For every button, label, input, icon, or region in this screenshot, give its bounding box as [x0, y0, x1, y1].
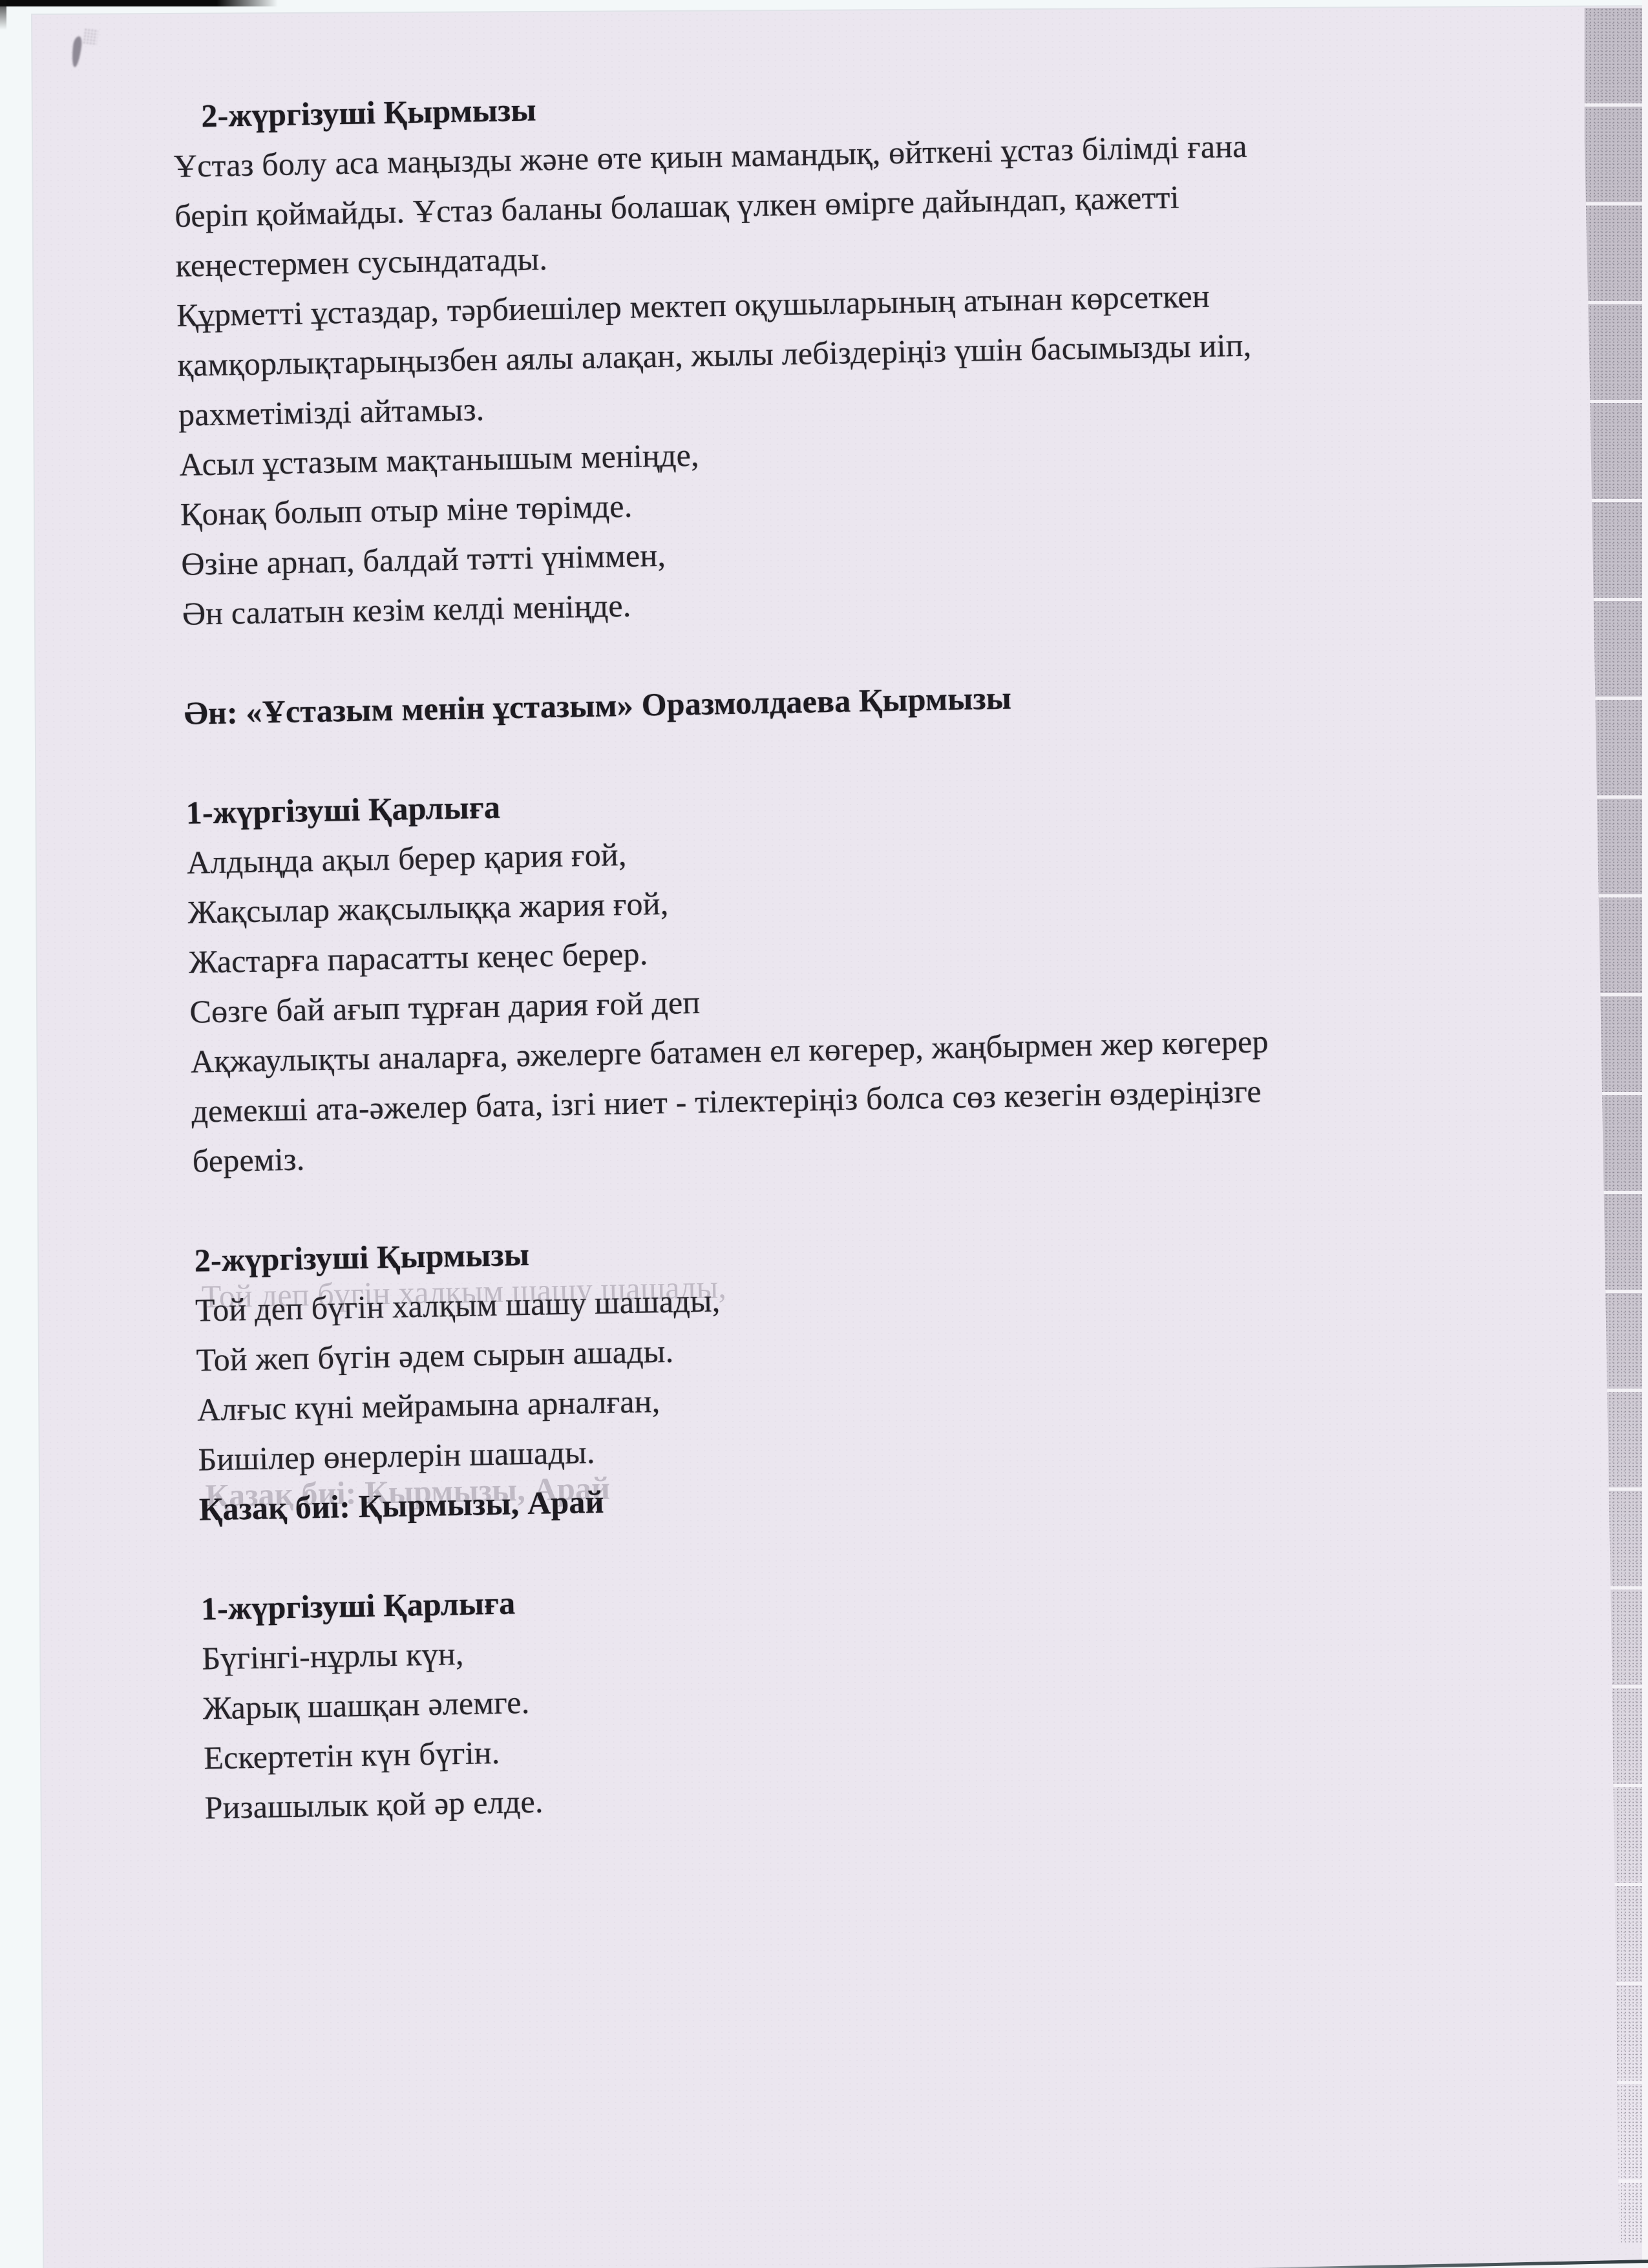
scanner-corner-artifact: [0, 0, 6, 30]
text-line: Жарық шашқан әлемге.: [202, 1684, 530, 1727]
heading-line: Қазақ биі: Қырмызы, Арай: [198, 1483, 605, 1528]
text-line: кеңестермен сусындатады.: [175, 240, 548, 284]
text-line: Ескертетін күн бүгін.: [203, 1734, 500, 1776]
text-line: Алдыңда ақыл берер қария ғой,: [186, 835, 628, 881]
text-line: Өзіне арнап, балдай тәтті үніммен,: [180, 536, 666, 582]
document-text: [173, 64, 1648, 1833]
text-line: қамқорлықтарыңызбен аялы алақан, жылы лебіздеріңіз үшін басымызды иіп,: [177, 326, 1252, 383]
text-line: Ақжаулықты аналарға, әжелерге батамен ел көгерер, жаңбырмен жер көгерер: [190, 1023, 1269, 1080]
heading-line: 2-жүргізуші Қырмызы: [194, 1235, 530, 1279]
text-line: Жастарға парасатты кеңес берер.: [188, 935, 648, 980]
text-line: Ән салатын кезім келді меніңде.: [182, 587, 631, 632]
text-line: демекші ата-әжелер бата, ізгі ниет - тілектеріңіз болса сөз кезегін өздеріңізге: [191, 1073, 1262, 1129]
text-line: Той деп бүгін халқым шашу шашады,: [195, 1282, 721, 1328]
text-line: Бишілер өнерлерін шашады.: [198, 1434, 595, 1478]
text-line: Құрметті ұстаздар, тәрбиешілер мектеп оқушыларының атынан көрсеткен: [176, 277, 1210, 333]
text-line: Алғыс күні мейрамына арналған,: [196, 1383, 660, 1428]
text-line: беріп қоймайды. Ұстаз баланы болашақ үлкен өмірге дайындап, қажетті: [174, 178, 1180, 234]
text-line: Той жеп бүгін әдем сырын ашады.: [196, 1332, 674, 1378]
text-line: Сөзге бай ағып тұрған дария ғой деп: [189, 983, 701, 1030]
text-line: береміз.: [192, 1140, 305, 1179]
scanner-top-edge-artifact: [0, 0, 278, 6]
heading-line: 2-жүргізуші Қырмызы: [200, 91, 537, 134]
text-line: рахметімізді айтамыз.: [178, 390, 485, 433]
document-page: [32, 6, 1648, 2268]
text-line: Жақсылар жақсылыққа жария ғой,: [187, 885, 669, 930]
heading-line: 1-жүргізуші Қарлыға: [200, 1584, 516, 1627]
heading-line: 1-жүргізуші Қарлыға: [185, 788, 501, 831]
scan-right-margin: [1642, 0, 1648, 2268]
text-line: Бүгінгі-нұрлы күн,: [201, 1635, 465, 1677]
heading-line: Ән: «Ұстазым менін ұстазым» Оразмолдаева Қырмызы: [184, 679, 1012, 731]
text-line: Ұстаз болу аса маңызды және өте қиын мамандық, өйткені ұстаз білімді ғана: [173, 127, 1248, 184]
text-line: Ризашылык қой әр елде.: [204, 1783, 544, 1826]
text-line: Қонақ болып отыр міне төрімде.: [180, 487, 633, 532]
text-line: Асыл ұстазым мақтанышым меніңде,: [179, 436, 700, 483]
